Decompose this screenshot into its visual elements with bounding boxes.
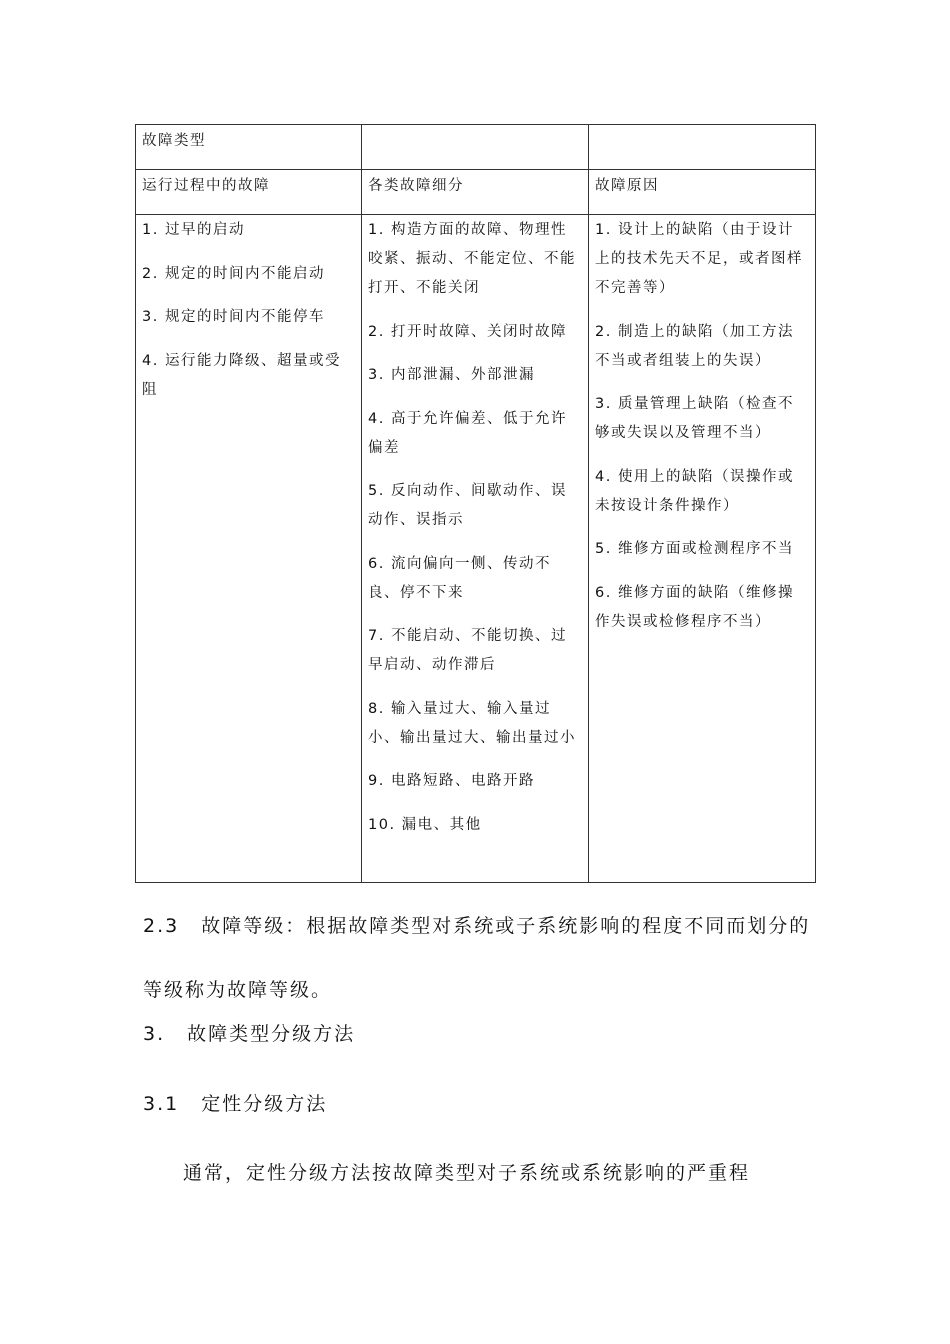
table-header-cell (589, 170, 816, 215)
list-item: 6. 流向偏向一侧、传动不良、停不下来 (368, 555, 551, 601)
list-item: 10. 漏电、其他 (368, 816, 482, 833)
table-header-cell (362, 170, 589, 215)
section-title: 定性分级方法 (201, 1093, 328, 1115)
section-2-3-paragraph (143, 894, 818, 1022)
header-fault-breakdown: 各类故障细分 (368, 178, 464, 194)
list-item: 4. 运行能力降级、超量或受阻 (142, 352, 341, 398)
table-cell-runtime-faults (136, 215, 362, 883)
table-title: 故障类型 (142, 133, 206, 149)
table-title-row (136, 125, 816, 170)
section-number: 3. (143, 1023, 166, 1045)
table-row (136, 215, 816, 883)
section-title: 故障类型分级方法 (187, 1023, 356, 1045)
list-item: 1. 构造方面的故障、物理性咬紧、振动、不能定位、不能打开、不能关闭 (368, 222, 576, 296)
failure-type-table (135, 124, 816, 883)
list-item: 3. 规定的时间内不能停车 (142, 309, 325, 325)
section-3-heading (143, 1016, 823, 1052)
list-item: 5. 维修方面或检测程序不当 (595, 541, 794, 557)
list-item: 4. 高于允许偏差、低于允许偏差 (368, 410, 567, 456)
table-title-cell (136, 125, 362, 170)
table-cell-fault-causes (589, 215, 816, 883)
list-item: 8. 输入量过大、输入量过小、输出量过大、输出量过小 (368, 700, 576, 746)
table-cell-fault-breakdown (362, 215, 589, 883)
header-runtime-faults: 运行过程中的故障 (142, 178, 270, 194)
list-item: 3. 内部泄漏、外部泄漏 (368, 367, 535, 383)
list-item: 2. 规定的时间内不能启动 (142, 265, 325, 282)
list-item: 2. 制造上的缺陷（加工方法不当或者组装上的失误） (595, 323, 794, 369)
section-text: 故障等级：根据故障类型对系统或子系统影响的程度不同而划分的等级称为故障等级。 (143, 915, 811, 1001)
section-number: 3.1 (143, 1093, 180, 1115)
fault-breakdown-list (368, 215, 582, 840)
list-item: 1. 过早的启动 (142, 222, 245, 238)
table-header-row (136, 170, 816, 215)
runtime-fault-list (142, 215, 355, 405)
list-item: 9. 电路短路、电路开路 (368, 773, 535, 789)
table-title-cell-empty (589, 125, 816, 170)
list-item: 6. 维修方面的缺陷（维修操作失误或检修程序不当） (595, 584, 794, 630)
list-item: 7. 不能启动、不能切换、过早启动、动作滞后 (368, 628, 567, 673)
section-3-1-heading (143, 1086, 823, 1122)
header-fault-causes: 故障原因 (595, 178, 659, 194)
table-title-cell-empty (362, 125, 589, 170)
table-header-cell (136, 170, 362, 215)
section-number: 2.3 (143, 915, 180, 937)
list-item: 5. 反向动作、间歇动作、误动作、误指示 (368, 483, 567, 528)
list-item: 1. 设计上的缺陷（由于设计上的技术先天不足，或者图样不完善等） (595, 222, 803, 296)
list-item: 3. 质量管理上缺陷（检查不够或失误以及管理不当） (595, 396, 794, 441)
list-item: 2. 打开时故障、关闭时故障 (368, 323, 567, 340)
fault-cause-list (595, 215, 809, 637)
body-paragraph: 通常，定性分级方法按故障类型对子系统或系统影响的严重程 (183, 1162, 751, 1184)
list-item: 4. 使用上的缺陷（误操作或未按设计条件操作） (595, 468, 794, 514)
